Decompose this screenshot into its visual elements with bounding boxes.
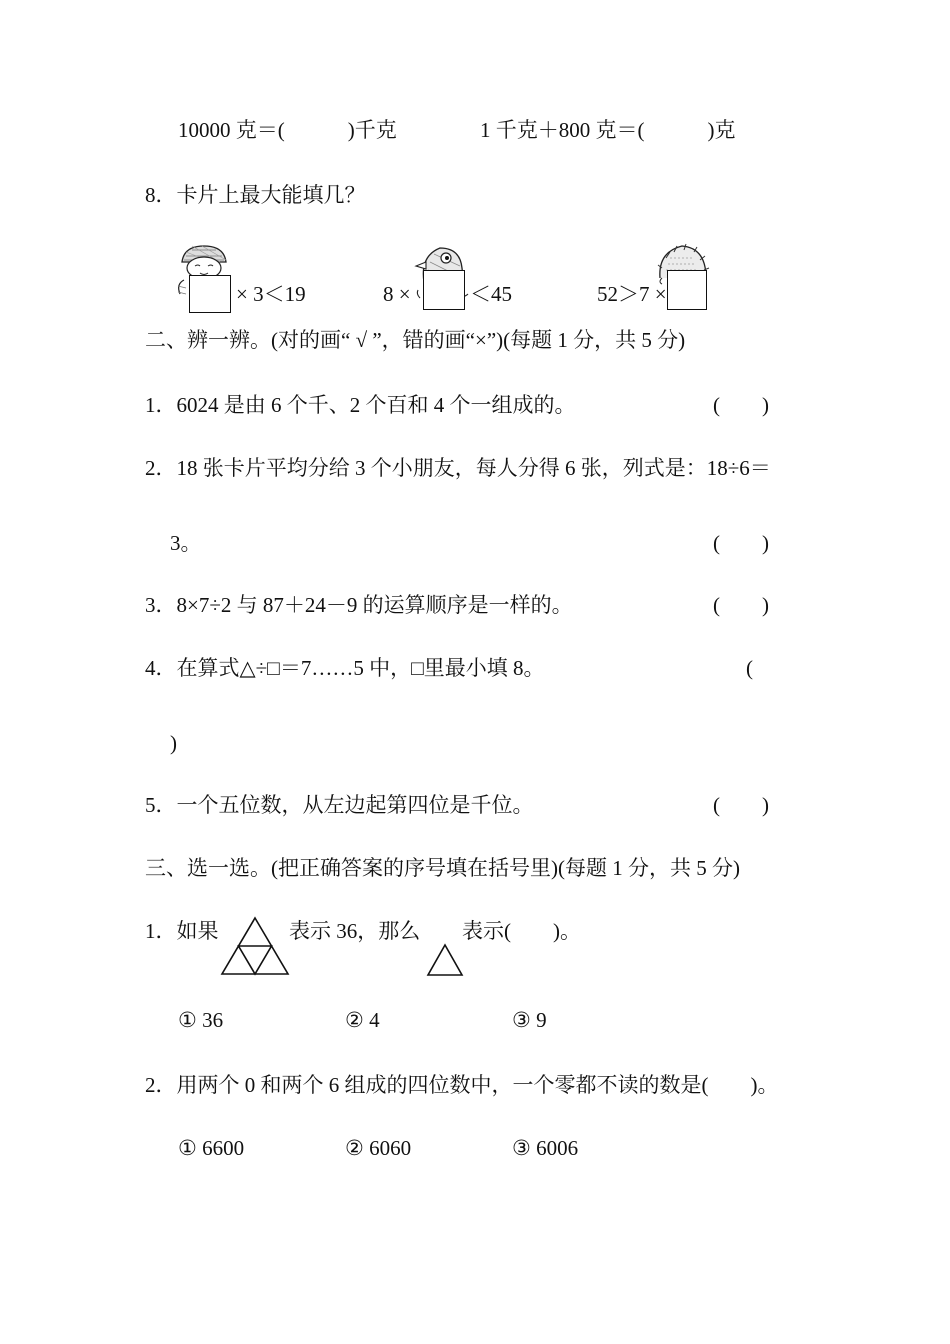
- q8-card-1[interactable]: [189, 275, 231, 313]
- choice-1-option-2[interactable]: ② 4: [345, 1008, 380, 1032]
- choice-2-option-3[interactable]: ③ 6006: [512, 1136, 579, 1160]
- judge-item-1-text: 1．6024 是由 6 个千、2 个百和 4 个一组成的。: [145, 393, 576, 417]
- q8-card-3[interactable]: [667, 270, 707, 310]
- choice-2-text: 2．用两个 0 和两个 6 组成的四位数中，一个零都不读的数是( )。: [145, 1073, 779, 1097]
- large-triangle-icon: [220, 916, 290, 976]
- q8-title: 8．卡片上最大能填几？: [145, 183, 366, 207]
- choice-1-prefix: 1．如果: [145, 919, 219, 943]
- section-3-heading: 三、选一选。(把正确答案的序号填在括号里)(每题 1 分，共 5 分): [145, 856, 740, 880]
- q8-expression-3-before: 52＞7 ×: [597, 282, 667, 306]
- judge-item-2-answer[interactable]: ( ): [713, 531, 769, 555]
- q7-left-expression: 10000 克＝( )千克: [178, 118, 397, 142]
- q8-expression-2-after: ＜45: [470, 282, 512, 306]
- judge-item-4-answer-close: ): [170, 731, 177, 755]
- judge-item-3-answer[interactable]: ( ): [713, 593, 769, 617]
- judge-item-4-answer-open[interactable]: (: [746, 656, 753, 680]
- q8-expression-1-after: × 3＜19: [236, 282, 306, 306]
- section-2-heading: 二、辨一辨。(对的画“ √ ”，错的画“×”)(每题 1 分，共 5 分): [145, 328, 686, 352]
- choice-1-option-3[interactable]: ③ 9: [512, 1008, 547, 1032]
- judge-item-3-text: 3．8×7÷2 与 87＋24－9 的运算顺序是一样的。: [145, 593, 573, 617]
- q8-card-2[interactable]: [423, 270, 465, 310]
- judge-item-5-text: 5．一个五位数，从左边起第四位是千位。: [145, 793, 534, 817]
- q7-right-expression: 1 千克＋800 克＝( )克: [480, 118, 736, 142]
- choice-2-option-1[interactable]: ① 6600: [178, 1136, 245, 1160]
- choice-1-option-1[interactable]: ① 36: [178, 1008, 224, 1032]
- judge-item-4-text: 4．在算式△÷□＝7……5 中，□里最小填 8。: [145, 656, 545, 680]
- choice-1-suffix[interactable]: 表示( )。: [462, 919, 581, 943]
- judge-item-1-answer[interactable]: ( ): [713, 393, 769, 417]
- judge-item-5-answer[interactable]: ( ): [713, 793, 769, 817]
- judge-item-2-continuation: 3。: [170, 531, 202, 555]
- choice-1-mid: 表示 36，那么: [289, 919, 421, 943]
- small-triangle-icon: [426, 943, 464, 977]
- choice-2-option-2[interactable]: ② 6060: [345, 1136, 412, 1160]
- judge-item-2-text: 2．18 张卡片平均分给 3 个小朋友，每人分得 6 张，列式是：18÷6＝: [145, 456, 771, 480]
- q8-expression-2-before: 8 ×: [383, 282, 411, 306]
